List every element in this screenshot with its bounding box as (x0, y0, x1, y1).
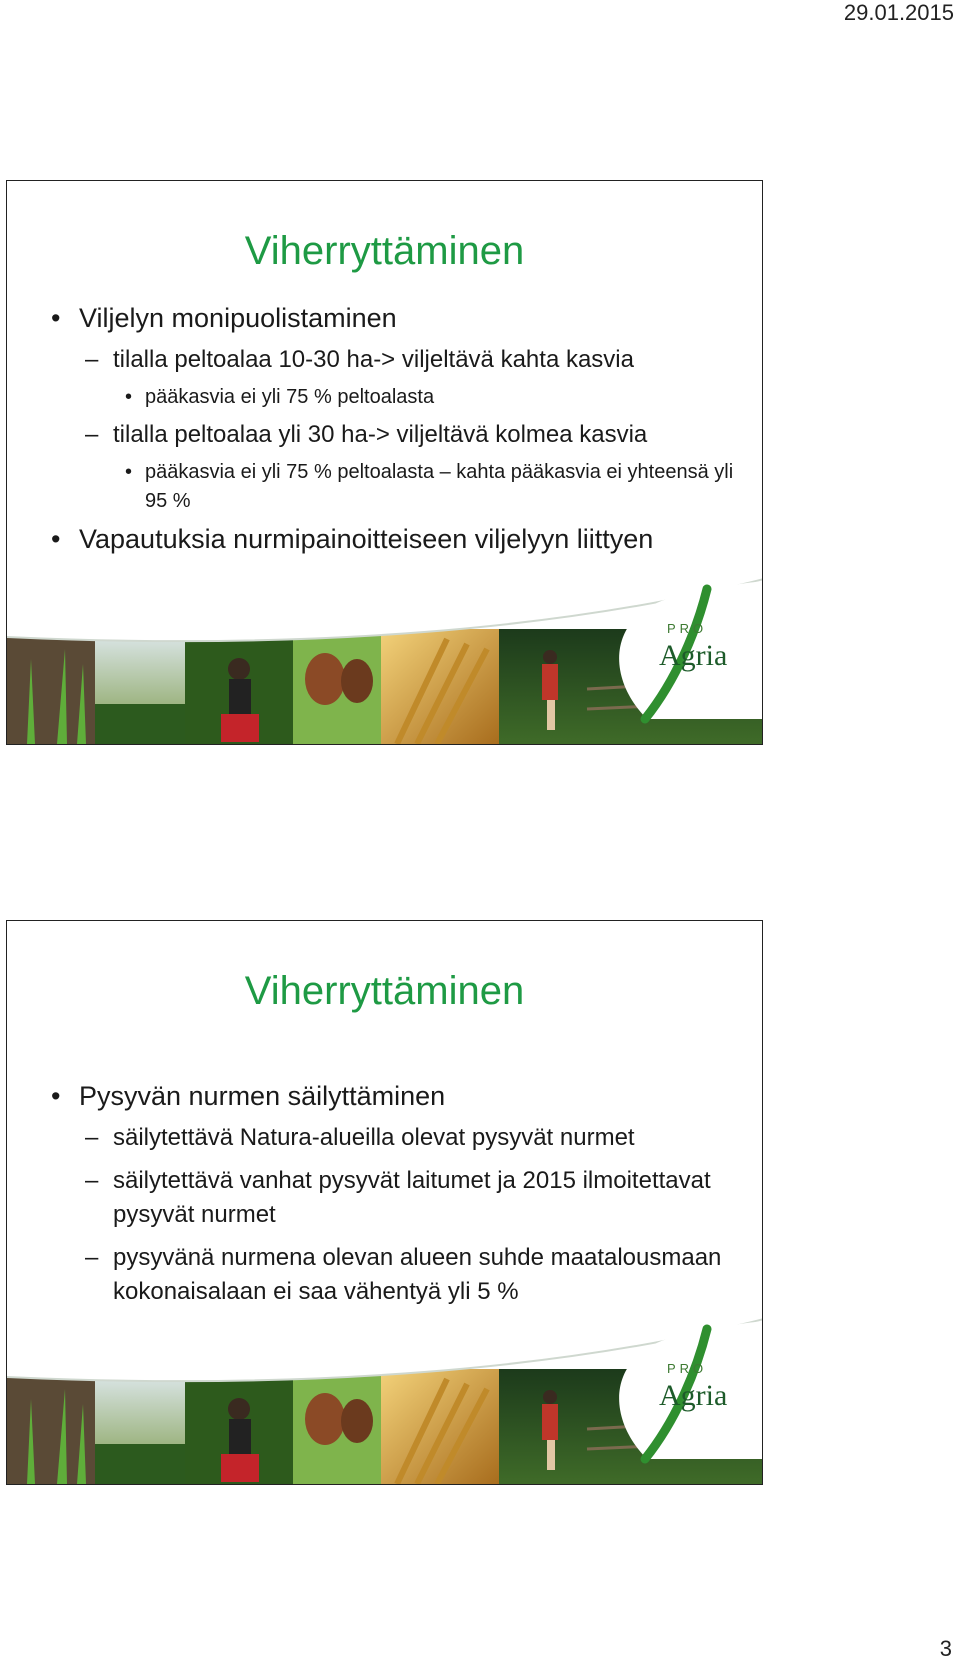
bullet-list (51, 1079, 742, 1318)
sub-bullet-item (51, 418, 742, 452)
photo-strip-graphic (7, 569, 763, 744)
bullet-list (51, 301, 742, 564)
sub-bullet-item (51, 1121, 742, 1155)
bullet-item: • Viljelyn monipuolistaminen (51, 301, 742, 335)
sub-sub-bullet-item: • pääkasvia ei yli 75 % peltoalasta – kahta pääkasvia ei yhteensä yli 95 % (51, 458, 742, 516)
dash-bullet-icon: – (85, 1167, 99, 1194)
sub-bullet-text: säilytettävä vanhat pysyvät laitumet ja 2015 ilmoitettavat pysyvät nurmet (113, 1167, 711, 1228)
bullet-item: • Vapautuksia nurmipainoitteiseen viljelyyn liittyen (51, 522, 742, 556)
dash-bullet-icon: – (85, 346, 99, 373)
sub-bullet-text: säilytettävä Natura-alueilla olevat pysyvät nurmet (113, 1124, 635, 1151)
sub-sub-bullet-item: • pääkasvia ei yli 75 % peltoalasta (51, 383, 742, 412)
logo-agria-text: Agria (659, 1379, 728, 1412)
slide-title: Viherryttäminen (244, 229, 525, 273)
photo-strip (7, 569, 762, 744)
bullet-item: • Pysyvän nurmen säilyttäminen (51, 1079, 742, 1113)
sub-bullet-item (51, 1241, 742, 1309)
slide-title: Viherryttäminen (244, 969, 525, 1013)
slide-1 (6, 180, 763, 745)
logo-pro-text: PRO (667, 1361, 708, 1376)
sub-bullet-item (51, 343, 742, 377)
logo-pro-text: PRO (667, 621, 708, 636)
page-number: 3 (939, 1636, 952, 1661)
dash-bullet-icon: – (85, 1244, 99, 1271)
logo-agria-text: Agria (659, 639, 728, 672)
dash-bullet-icon: – (85, 421, 99, 448)
sub-bullet-item (51, 1164, 742, 1232)
sub-bullet-text: tilalla peltoalaa yli 30 ha-> viljeltävä kolmea kasvia (113, 421, 648, 448)
sub-bullet-text: tilalla peltoalaa 10-30 ha-> viljeltävä kahta kasvia (113, 346, 634, 373)
photo-strip-graphic (7, 1309, 763, 1484)
page-date: 29.01.2015 (843, 0, 954, 25)
dash-bullet-icon: – (85, 1124, 99, 1151)
sub-bullet-text: pysyvänä nurmena olevan alueen suhde maatalousmaan kokonaisalaan ei saa vähentyä yli 5 % (113, 1244, 722, 1305)
photo-strip (7, 1309, 762, 1484)
slide-2 (6, 920, 763, 1485)
